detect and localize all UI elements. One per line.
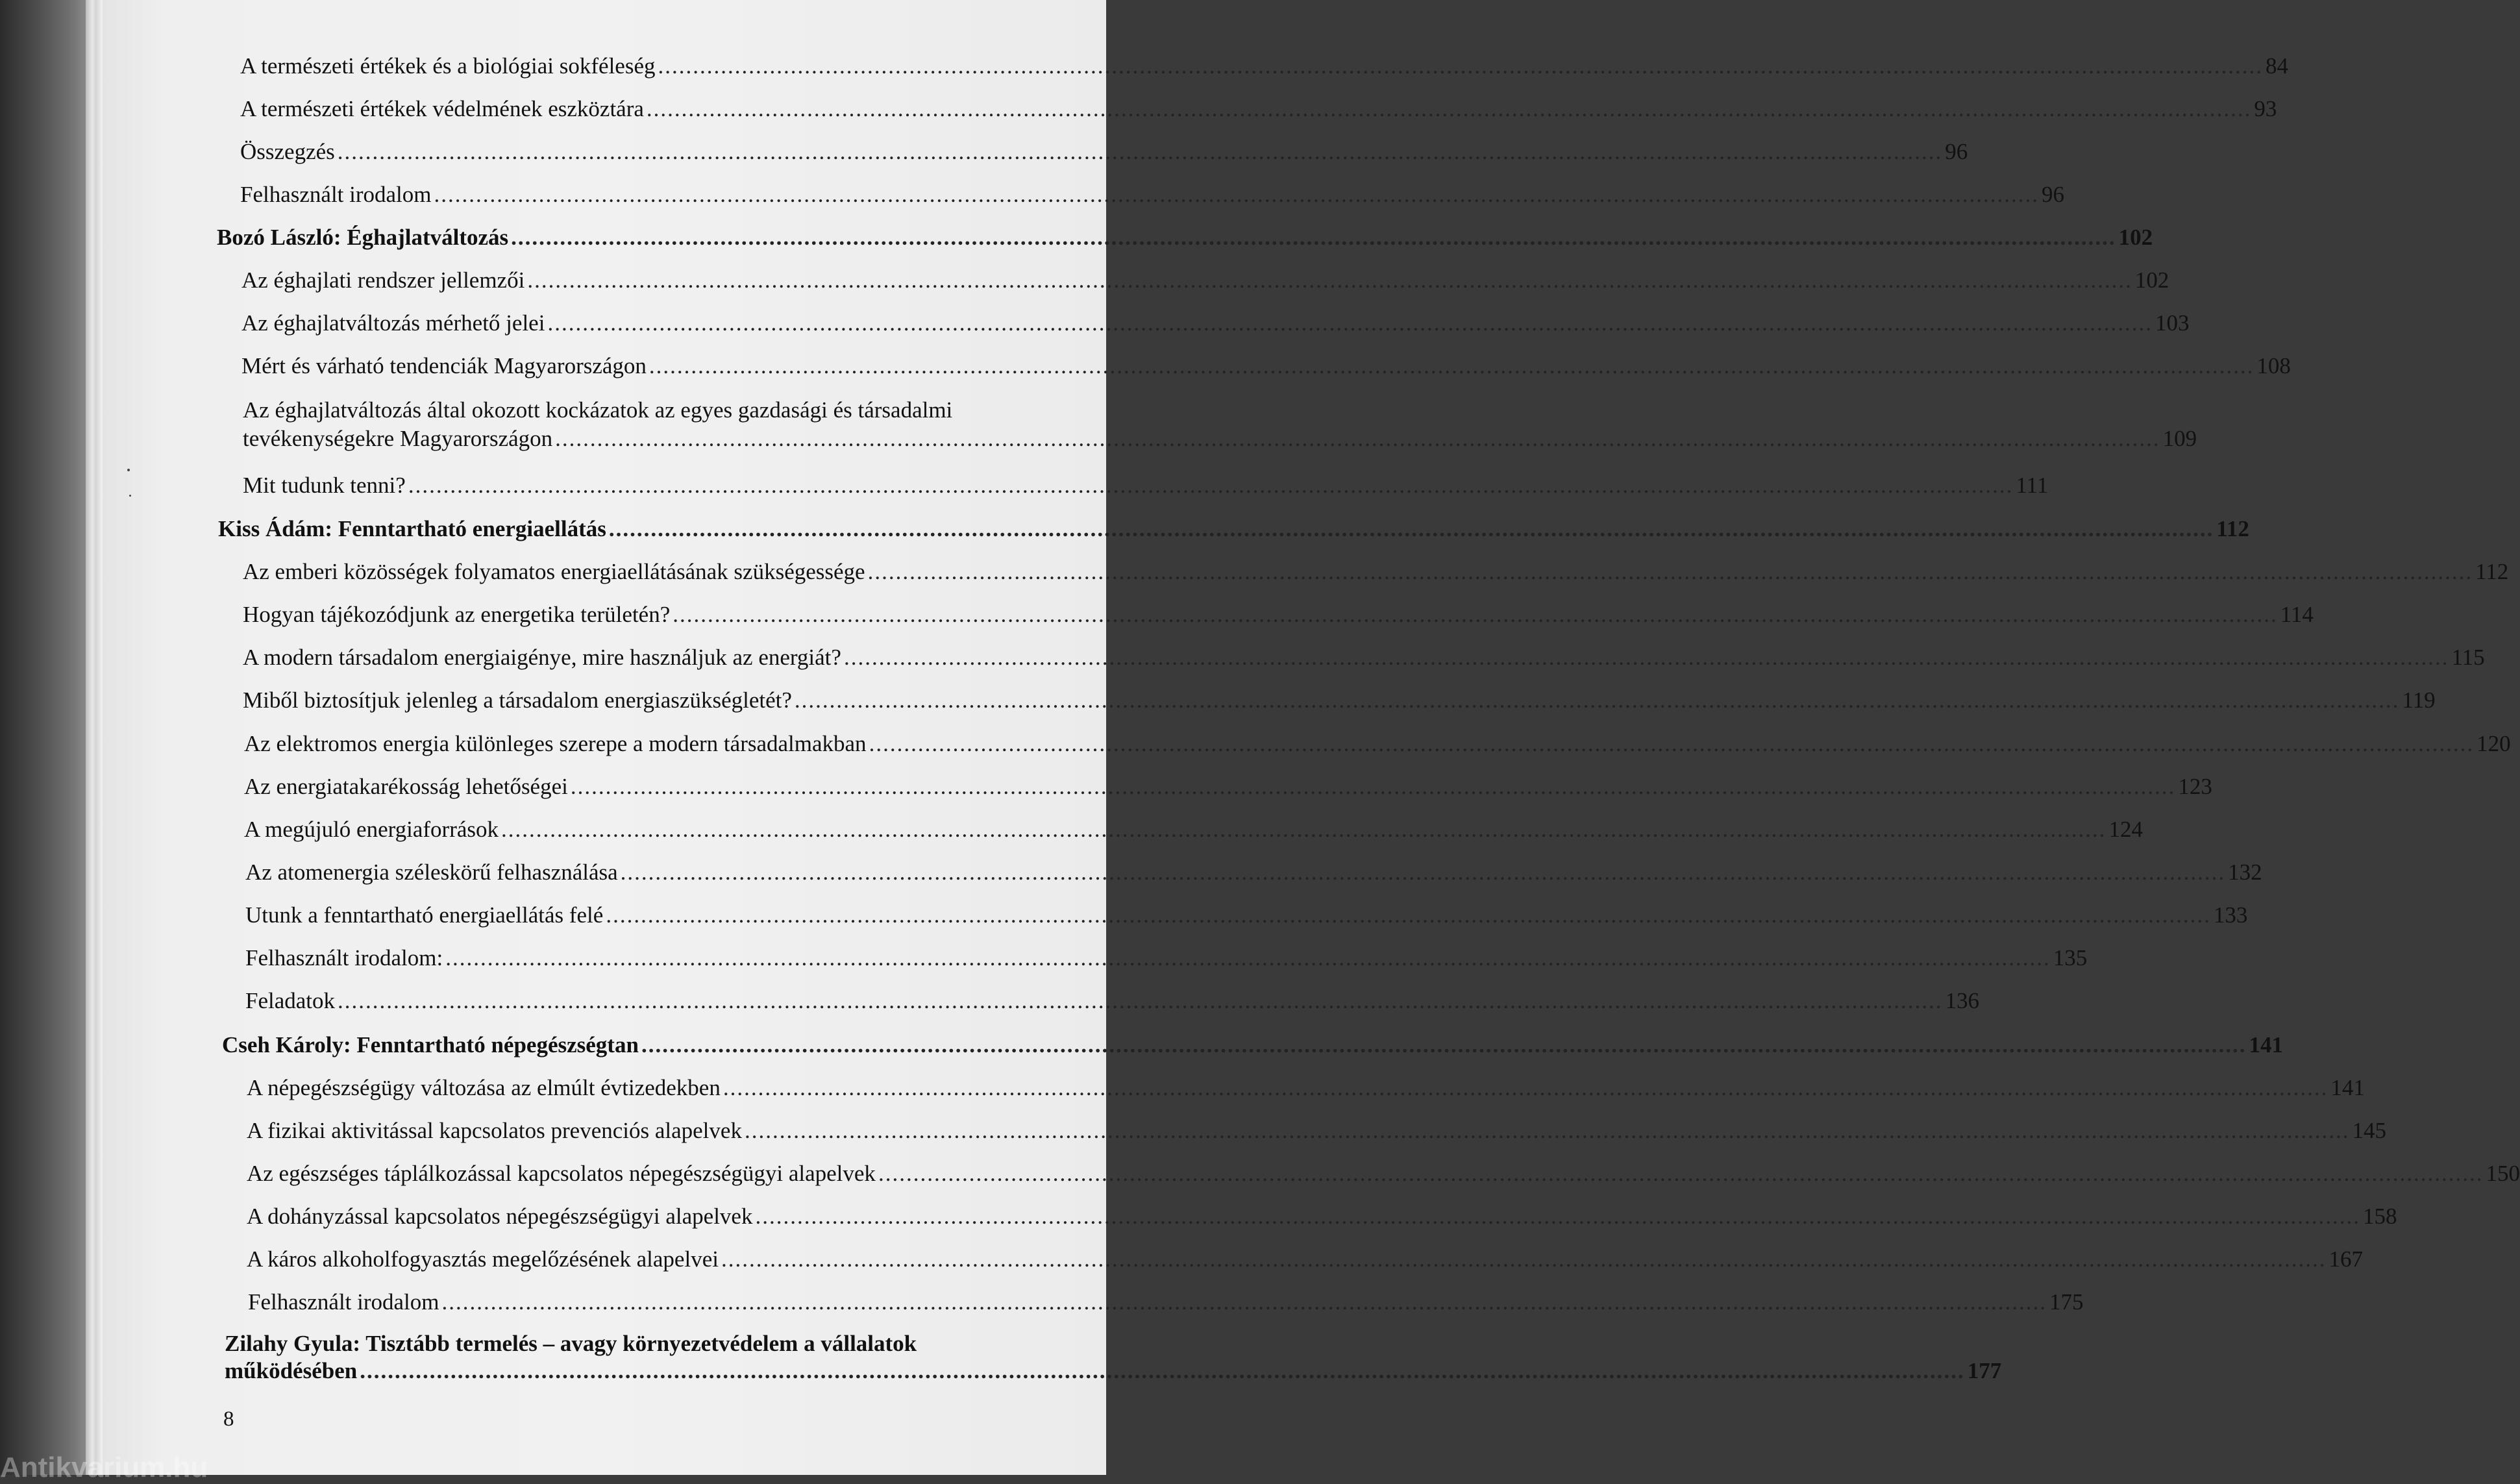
toc-leader-dots bbox=[868, 559, 2473, 585]
toc-leader-dots bbox=[547, 310, 2153, 336]
toc-entry-page: 135 bbox=[2053, 945, 2088, 971]
toc-entry-title: Felhasznált irodalom bbox=[240, 182, 432, 207]
toc-entry-title: Hogyan tájékozódjunk az energetika területén? bbox=[243, 602, 671, 627]
toc-leader-dots bbox=[721, 1246, 2327, 1272]
toc-entry-page: 108 bbox=[2256, 353, 2291, 378]
toc-leader-dots bbox=[555, 426, 2160, 452]
toc-entry-multiline bbox=[243, 397, 2197, 452]
toc-chapter-line2 bbox=[225, 1358, 2002, 1384]
toc-entry-page: 111 bbox=[2016, 473, 2049, 498]
toc-leader-dots bbox=[501, 817, 2106, 843]
toc-entry bbox=[248, 1289, 2084, 1315]
toc-entry-page: 102 bbox=[2134, 267, 2169, 293]
toc-leader-dots bbox=[878, 1161, 2484, 1187]
watermark: Antikvarium.hu bbox=[0, 1452, 208, 1483]
toc-entry bbox=[240, 53, 2288, 79]
toc-leader-dots bbox=[408, 473, 2014, 499]
toc-entry bbox=[241, 267, 2169, 293]
toc-entry bbox=[243, 602, 2314, 628]
toc-entry-page: 136 bbox=[1945, 988, 1980, 1013]
toc-entry bbox=[243, 687, 2436, 713]
toc-chapter bbox=[218, 516, 2249, 542]
toc-leader-dots bbox=[527, 267, 2132, 293]
toc-leader-dots bbox=[795, 687, 2400, 713]
toc-entry-page: 124 bbox=[2108, 817, 2143, 842]
page-number: 8 bbox=[223, 1407, 234, 1431]
toc-leader-dots bbox=[338, 139, 1943, 165]
toc-chapter-title-cont: működésében bbox=[225, 1358, 358, 1383]
toc-entry-title: A megújuló energiaforrások bbox=[244, 817, 499, 842]
toc-entry-title: Feladatok bbox=[245, 988, 336, 1013]
book-spine-shadow bbox=[0, 0, 97, 1475]
toc-chapter-page: 112 bbox=[2216, 516, 2249, 541]
toc-entry-title: A dohányzással kapcsolatos népegészségügyi alapelvek bbox=[247, 1204, 753, 1229]
toc-entry bbox=[247, 1118, 2386, 1144]
toc-entry-title: A káros alkoholfogyasztás megelőzésének alapelvei bbox=[247, 1246, 719, 1272]
toc-chapter-title: Bozó László: Éghajlatváltozás bbox=[217, 225, 509, 250]
toc-chapter bbox=[222, 1032, 2283, 1058]
toc-entry-page: 132 bbox=[2228, 859, 2262, 885]
toc-entry-title: Az éghajlati rendszer jellemzői bbox=[241, 267, 525, 293]
toc-leader-dots bbox=[621, 859, 2226, 885]
toc-entry-title: Az éghajlatváltozás által okozott kockázatok az egyes gazdasági és társadalmi bbox=[243, 397, 953, 423]
toc-entry bbox=[243, 645, 2485, 671]
toc-leader-dots bbox=[844, 645, 2449, 671]
toc-entry-title: Miből biztosítjuk jelenleg a társadalom energiaszükségletét? bbox=[243, 687, 792, 713]
toc-entry-title: Az egészséges táplálkozással kapcsolatos népegészségügyi alapelvek bbox=[247, 1161, 876, 1186]
toc-leader-dots bbox=[649, 353, 2254, 379]
toc-entry-page: 96 bbox=[2042, 182, 2065, 207]
toc-leader-dots bbox=[658, 53, 2264, 79]
toc-entry-page: 145 bbox=[2352, 1118, 2386, 1143]
toc-entry-page: 114 bbox=[2280, 602, 2314, 627]
toc-leader-dots bbox=[755, 1204, 2360, 1230]
toc-entry bbox=[244, 774, 2212, 800]
toc-chapter-page: 141 bbox=[2249, 1032, 2283, 1057]
toc-entry-page: 93 bbox=[2254, 96, 2277, 121]
toc-chapter-title: Cseh Károly: Fenntartható népegészségtan bbox=[222, 1032, 639, 1057]
toc-entry-title-cont: tevékenységekre Magyarországon bbox=[243, 426, 553, 451]
toc-entry bbox=[240, 139, 1968, 165]
toc-entry-title: Az energiatakarékosság lehetőségei bbox=[244, 774, 568, 799]
toc-leader-dots bbox=[360, 1358, 1965, 1384]
book-page bbox=[103, 0, 2520, 1475]
toc-entry-title: Az emberi közösségek folyamatos energiaellátásának szükségessége bbox=[243, 559, 865, 584]
toc-leader-dots bbox=[745, 1118, 2350, 1144]
toc-chapter-title: Zilahy Gyula: Tisztább termelés – avagy környezetvédelem a vállalatok bbox=[225, 1331, 917, 1356]
toc-entry-title: Felhasznált irodalom bbox=[248, 1289, 439, 1315]
toc-entry-page: 103 bbox=[2155, 310, 2190, 336]
table-of-contents bbox=[103, 0, 2520, 1475]
toc-leader-dots bbox=[442, 1289, 2047, 1315]
toc-entry bbox=[241, 310, 2190, 336]
toc-entry-page: 123 bbox=[2178, 774, 2212, 799]
toc-entry-page: 175 bbox=[2049, 1289, 2084, 1315]
page-edge bbox=[86, 0, 103, 1475]
toc-entry bbox=[243, 559, 2509, 585]
toc-entry-title: Az éghajlatváltozás mérhető jelei bbox=[241, 310, 545, 336]
toc-entry-title: Mit tudunk tenni? bbox=[243, 473, 406, 498]
toc-entry bbox=[244, 731, 2511, 757]
toc-entry bbox=[247, 1246, 2363, 1272]
toc-leader-dots bbox=[445, 945, 2051, 971]
toc-leader-dots bbox=[673, 602, 2278, 628]
toc-chapter-page: 102 bbox=[2118, 225, 2153, 250]
margin-speck bbox=[129, 495, 131, 497]
toc-entry-page: 119 bbox=[2402, 687, 2436, 713]
toc-entry bbox=[240, 96, 2277, 122]
toc-entry bbox=[240, 182, 2065, 208]
toc-leader-dots bbox=[869, 731, 2475, 757]
toc-chapter bbox=[217, 225, 2153, 251]
toc-entry-title: A fizikai aktivitással kapcsolatos prevenciós alapelvek bbox=[247, 1118, 742, 1143]
toc-entry bbox=[245, 988, 1980, 1014]
toc-entry bbox=[247, 1161, 2520, 1187]
toc-chapter-multiline bbox=[225, 1331, 2002, 1384]
toc-leader-dots bbox=[641, 1032, 2247, 1058]
toc-entry-page: 133 bbox=[2213, 902, 2248, 928]
toc-entry-page: 115 bbox=[2451, 645, 2485, 670]
toc-entry-title: Utunk a fenntartható energiaellátás felé bbox=[245, 902, 604, 928]
toc-entry bbox=[247, 1075, 2365, 1101]
toc-entry-page: 120 bbox=[2477, 731, 2511, 756]
toc-entry-page: 167 bbox=[2329, 1246, 2363, 1272]
toc-entry bbox=[244, 817, 2143, 843]
toc-leader-dots bbox=[511, 225, 2116, 251]
toc-entry bbox=[245, 902, 2248, 928]
toc-entry-title: Mért és várható tendenciák Magyarországon bbox=[241, 353, 647, 378]
toc-entry-title: Felhasznált irodalom: bbox=[245, 945, 443, 971]
toc-entry-title: Összegzés bbox=[240, 139, 335, 164]
toc-leader-dots bbox=[571, 774, 2176, 800]
toc-entry-page: 84 bbox=[2266, 53, 2288, 79]
toc-leader-dots bbox=[609, 516, 2214, 542]
toc-leader-dots bbox=[434, 182, 2040, 208]
toc-entry-page: 158 bbox=[2362, 1204, 2397, 1229]
toc-entry-title: A természeti értékek és a biológiai sokféleség bbox=[240, 53, 656, 79]
toc-entry-title: A természeti értékek védelmének eszköztára bbox=[240, 96, 644, 121]
toc-entry-line2 bbox=[243, 426, 2197, 452]
toc-entry bbox=[243, 473, 2049, 499]
toc-entry-title: A modern társadalom energiaigénye, mire használjuk az energiát? bbox=[243, 645, 841, 670]
toc-entry-page: 109 bbox=[2162, 426, 2197, 451]
toc-entry-page: 141 bbox=[2330, 1075, 2365, 1100]
margin-speck bbox=[127, 469, 130, 471]
toc-leader-dots bbox=[647, 96, 2252, 122]
toc-chapter-title: Kiss Ádám: Fenntartható energiaellátás bbox=[218, 516, 606, 541]
toc-leader-dots bbox=[723, 1075, 2329, 1101]
toc-entry-page: 150 bbox=[2486, 1161, 2520, 1186]
toc-leader-dots bbox=[338, 988, 1943, 1014]
toc-entry-title: Az atomenergia széleskörű felhasználása bbox=[245, 859, 618, 885]
toc-entry bbox=[241, 353, 2291, 379]
toc-entry bbox=[247, 1204, 2397, 1230]
toc-entry-page: 96 bbox=[1945, 139, 1968, 164]
toc-entry bbox=[245, 945, 2088, 971]
toc-chapter-page: 177 bbox=[1967, 1358, 2002, 1383]
toc-entry-page: 112 bbox=[2475, 559, 2509, 584]
toc-entry-title: A népegészségügy változása az elmúlt évtizedekben bbox=[247, 1075, 721, 1100]
toc-entry-title: Az elektromos energia különleges szerepe a modern társadalmakban bbox=[244, 731, 867, 756]
toc-leader-dots bbox=[606, 902, 2211, 928]
toc-entry bbox=[245, 859, 2262, 885]
